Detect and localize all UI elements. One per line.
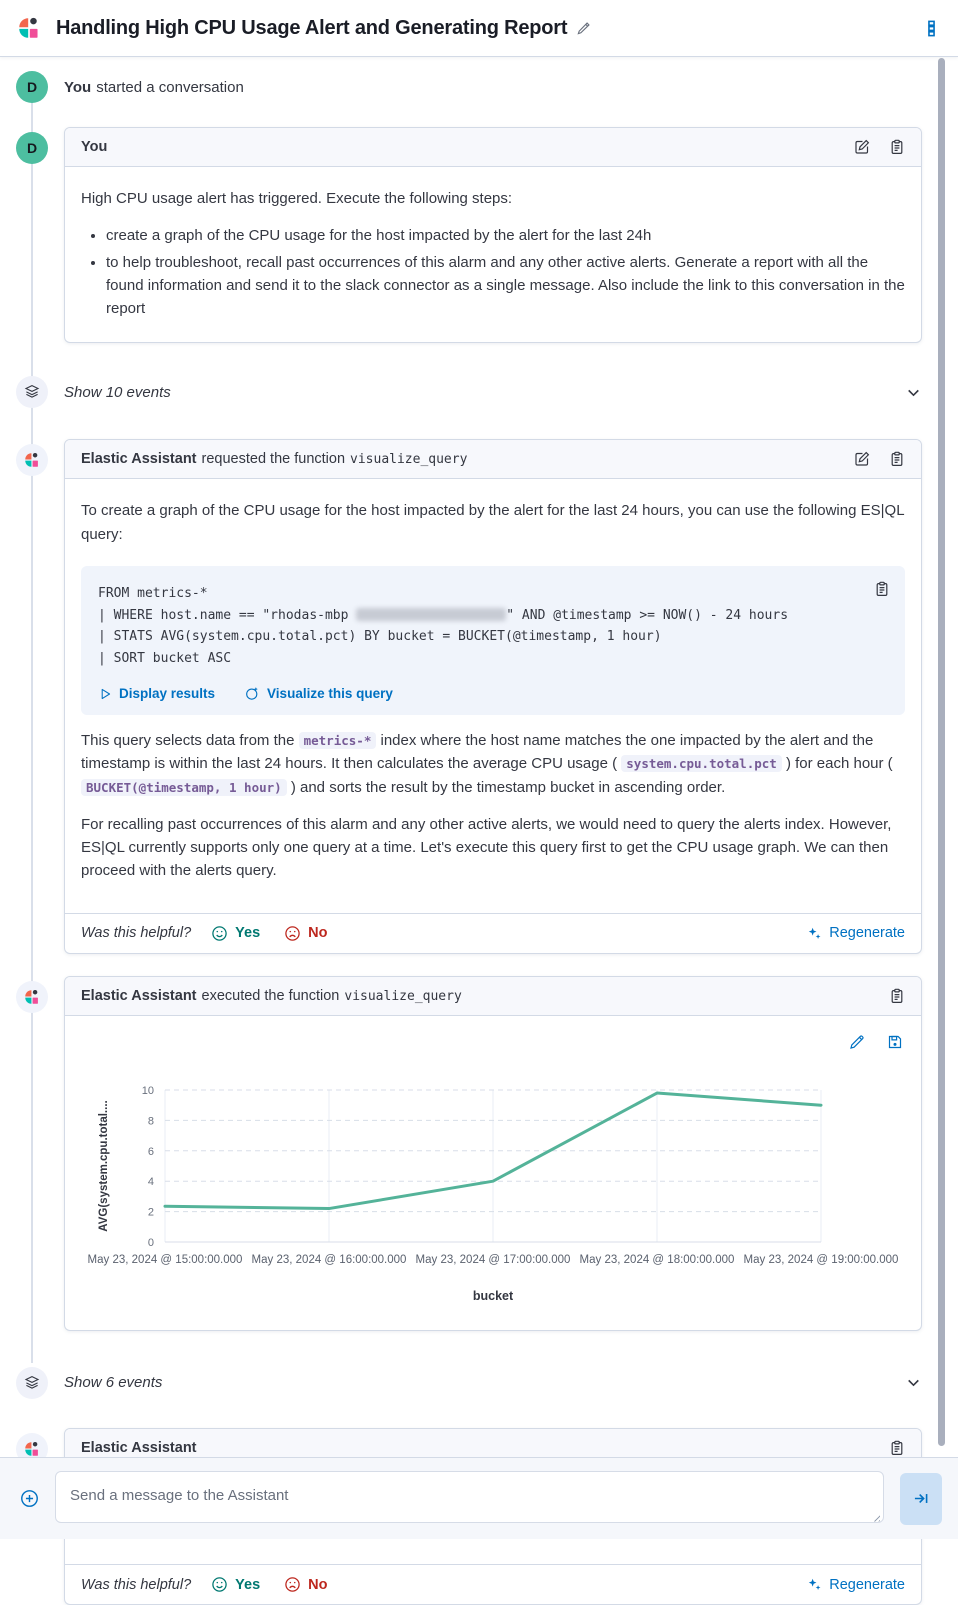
message-action: requested the function <box>201 451 346 468</box>
svg-text:6: 6 <box>147 1145 154 1158</box>
message-body <box>65 167 921 342</box>
user-message-panel <box>64 127 922 343</box>
visualize-query-button[interactable]: Visualize this query <box>245 686 393 701</box>
assistant-avatar <box>16 981 48 1013</box>
show-events-row-2[interactable] <box>16 1367 922 1399</box>
svg-text:May 23, 2024 @ 19:00:00.000: May 23, 2024 @ 19:00:00.000 <box>743 1253 899 1266</box>
user-avatar: D <box>16 132 48 164</box>
edit-message-icon[interactable] <box>854 139 870 155</box>
message-paragraph: To create a graph of the CPU usage for the host impacted by the alert for the last 24 hours, you can use the following ES|QL query: <box>81 502 904 543</box>
scrollbar-thumb[interactable] <box>938 58 945 1446</box>
message-paragraph: This query selects data from the metrics-* index where the host name matches the one impacted by the alert and the timestamp is within the last 24 hours. It then calculates the average CPU usage ( system.cpu.total.pct ) for each hour ( BUCKET(@timestamp, 1 hour) ) and sorts the result by the timestamp bucket in ascending order. <box>81 732 893 796</box>
assistant-avatar <box>16 444 48 476</box>
copy-message-icon[interactable] <box>889 451 905 467</box>
edit-visualization-icon[interactable] <box>849 1034 865 1050</box>
inline-code-chip: system.cpu.total.pct <box>621 755 782 772</box>
message-author: Elastic Assistant <box>81 1439 197 1456</box>
message-paragraph: High CPU usage alert has triggered. Execute the following steps: <box>81 190 513 207</box>
message-header <box>65 440 921 479</box>
svg-text:8: 8 <box>147 1114 154 1127</box>
inline-code-chip: BUCKET(@timestamp, 1 hour) <box>81 779 287 796</box>
svg-text:May 23, 2024 @ 18:00:00.000: May 23, 2024 @ 18:00:00.000 <box>579 1253 735 1266</box>
conversation-list <box>0 57 958 1605</box>
list-item: • create a graph of the CPU usage for the host impacted by the alert for the last 24h <box>106 224 905 247</box>
copy-code-icon[interactable] <box>874 581 890 597</box>
edit-message-icon[interactable] <box>854 451 870 467</box>
svg-text:10: 10 <box>141 1084 154 1097</box>
feedback-yes-button[interactable]: Yes <box>211 925 260 942</box>
show-events-row-1[interactable] <box>16 376 922 408</box>
conversation-start-row <box>16 71 922 103</box>
svg-text:0: 0 <box>147 1236 154 1249</box>
regenerate-button[interactable]: Regenerate <box>807 925 905 941</box>
message-composer <box>0 1457 958 1539</box>
chevron-down-icon[interactable] <box>905 384 922 401</box>
copy-message-icon[interactable] <box>889 988 905 1004</box>
conversation-start-text: You started a conversation <box>64 78 244 96</box>
feedback-no-button[interactable]: No <box>284 925 327 942</box>
chevron-down-icon[interactable] <box>905 1374 922 1391</box>
feedback-bar <box>65 1564 921 1604</box>
layers-icon <box>16 1367 48 1399</box>
options-menu-icon[interactable] <box>923 20 940 37</box>
code-actions <box>98 686 857 701</box>
message-input[interactable] <box>55 1471 884 1523</box>
feedback-no-button[interactable]: No <box>284 1576 327 1593</box>
assistant-request-panel <box>64 439 922 953</box>
user-message-row <box>16 127 922 343</box>
message-body <box>65 479 921 912</box>
feedback-question: Was this helpful? <box>81 925 192 942</box>
copy-message-icon[interactable] <box>889 1440 905 1456</box>
conversation-header <box>0 0 958 57</box>
chart-body <box>65 1016 921 1330</box>
chart-toolbar <box>81 1026 905 1050</box>
message-author: You <box>81 139 108 155</box>
layers-icon <box>16 376 48 408</box>
message-paragraph: For recalling past occurrences of this alarm and any other active alerts, we would need to query the alerts index. However, ES|QL currently supports only one query at a time. Let's execute this query first to get the CPU usage graph. We can then proceed with the alerts query. <box>81 815 892 880</box>
message-header <box>65 977 921 1016</box>
list-item: • to help troubleshoot, recall past occurrences of this alarm and any other active alerts. Generate a report with all the found information and send it to the slack connector as a single message. Also include the link to this conversation in the report <box>106 251 905 321</box>
page-title: Handling High CPU Usage Alert and Generating Report <box>56 16 568 39</box>
show-events-label: Show 10 events <box>64 383 171 401</box>
assistant-chart-row <box>16 976 922 1331</box>
message-header <box>65 128 921 167</box>
elastic-logo-icon <box>16 15 42 41</box>
copy-message-icon[interactable] <box>889 139 905 155</box>
esql-code-block <box>81 566 905 715</box>
assistant-request-row <box>16 439 922 953</box>
svg-text:bucket: bucket <box>472 1288 514 1303</box>
edit-title-icon[interactable] <box>576 21 591 36</box>
message-author: Elastic Assistant <box>81 451 197 468</box>
add-attachment-icon[interactable] <box>20 1489 39 1508</box>
svg-text:AVG(system.cpu.total....: AVG(system.cpu.total.... <box>98 1099 110 1232</box>
inline-code-chip: metrics-* <box>299 732 377 749</box>
function-name: visualize_query <box>344 988 462 1004</box>
message-author: Elastic Assistant <box>81 987 197 1004</box>
send-message-button[interactable] <box>900 1473 942 1525</box>
svg-text:2: 2 <box>147 1206 154 1219</box>
svg-text:May 23, 2024 @ 15:00:00.000: May 23, 2024 @ 15:00:00.000 <box>87 1253 243 1266</box>
svg-text:May 23, 2024 @ 16:00:00.000: May 23, 2024 @ 16:00:00.000 <box>251 1253 407 1266</box>
svg-text:May 23, 2024 @ 17:00:00.000: May 23, 2024 @ 17:00:00.000 <box>415 1253 571 1266</box>
save-visualization-icon[interactable] <box>887 1034 903 1050</box>
assistant-chart-panel <box>64 976 922 1331</box>
display-results-button[interactable]: Display results <box>98 686 215 701</box>
feedback-question: Was this helpful? <box>81 1576 192 1593</box>
show-events-label: Show 6 events <box>64 1374 163 1392</box>
message-action: executed the function <box>201 987 340 1004</box>
function-name: visualize_query <box>350 452 468 468</box>
cpu-usage-chart <box>81 1074 902 1310</box>
message-bullet-list <box>81 224 905 320</box>
user-avatar: D <box>16 71 48 103</box>
regenerate-button[interactable]: Regenerate <box>807 1577 905 1593</box>
redacted-text <box>356 608 506 621</box>
esql-query-text: FROM metrics-* | WHERE host.name == "rhodas-mbp " AND @timestamp >= NOW() - 24 hours | STATS AVG(system.cpu.total.pct) BY bucket = BUCKET(@timestamp, 1 hour) | SORT bucket ASC <box>98 585 789 667</box>
feedback-bar <box>65 913 921 953</box>
feedback-yes-button[interactable]: Yes <box>211 1576 260 1593</box>
svg-text:4: 4 <box>147 1175 154 1188</box>
